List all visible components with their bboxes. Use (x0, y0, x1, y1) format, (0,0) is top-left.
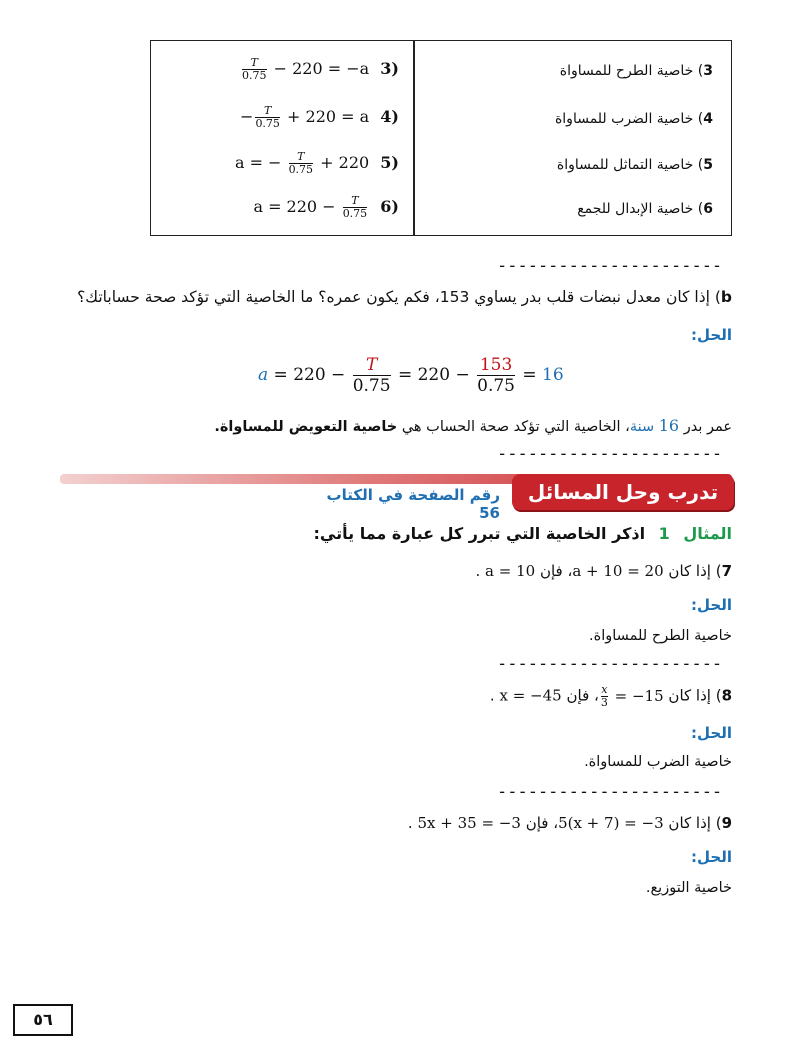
table-row: 5) خاصية التماثل للمساواة (556, 157, 713, 173)
question-8: 8) إذا كان $\frac{x}{3}$ = −15، فإن x = −45 . (489, 683, 732, 709)
equation-cell: − $\frac{T}{0.75}$ + 220 = a 4) (240, 104, 399, 130)
solution-label: الحل: (691, 848, 732, 866)
solution-label: الحل: (691, 326, 732, 344)
equation-cell: a = 220 − $\frac{T}{0.75}$ 6) (253, 194, 399, 220)
solution-equation: a = 220 − $\frac{T}{0.75}$ = 220 − $\frac{153}{0.75}$ = 16 (258, 355, 564, 396)
example-heading: المثال 1 اذكر الخاصية التي تبرر كل عبارة مما يأتي: (313, 524, 732, 543)
properties-table (150, 40, 732, 236)
answer-7: خاصية الطرح للمساواة. (589, 628, 732, 644)
table-row: 3) خاصية الطرح للمساواة (559, 63, 713, 79)
section-banner: تدرب وحل المسائل (512, 474, 734, 510)
equation-cell: a = − $\frac{T}{0.75}$ + 220 5) (234, 150, 399, 176)
page-number: ٥٦ (13, 1004, 73, 1036)
separator-dashes: ---------------------- (497, 782, 723, 802)
answer-8: خاصية الضرب للمساواة. (584, 754, 732, 770)
book-page-reference: رقم الصفحة في الكتاب 56 (326, 486, 500, 522)
separator-dashes: ---------------------- (497, 256, 723, 276)
solution-label: الحل: (691, 724, 732, 742)
question-b: b) إذا كان معدل نبضات قلب بدر يساوي 153، فكم يكون عمره؟ ما الخاصية التي تؤكد صحة حساباتك؟ (77, 288, 732, 306)
separator-dashes: ---------------------- (497, 654, 723, 674)
question-7: 7) إذا كان a + 10 = 20، فإن a = 10 . (475, 562, 732, 580)
question-9: 9) إذا كان 5(x + 7) = −3، فإن 5x + 35 = −3 . (407, 814, 732, 832)
answer-b: عمر بدر 16 سنة، الخاصية التي تؤكد صحة الحساب هي خاصية التعويض للمساواة. (214, 416, 732, 435)
answer-9: خاصية التوزيع. (645, 880, 732, 896)
separator-dashes: ---------------------- (497, 444, 723, 464)
solution-label: الحل: (691, 596, 732, 614)
equation-cell: $\frac{T}{0.75}$ − 220 = −a 3) (242, 56, 399, 82)
table-divider (413, 41, 415, 235)
table-row: 6) خاصية الإبدال للجمع (577, 201, 713, 217)
table-row: 4) خاصية الضرب للمساواة (554, 111, 713, 127)
